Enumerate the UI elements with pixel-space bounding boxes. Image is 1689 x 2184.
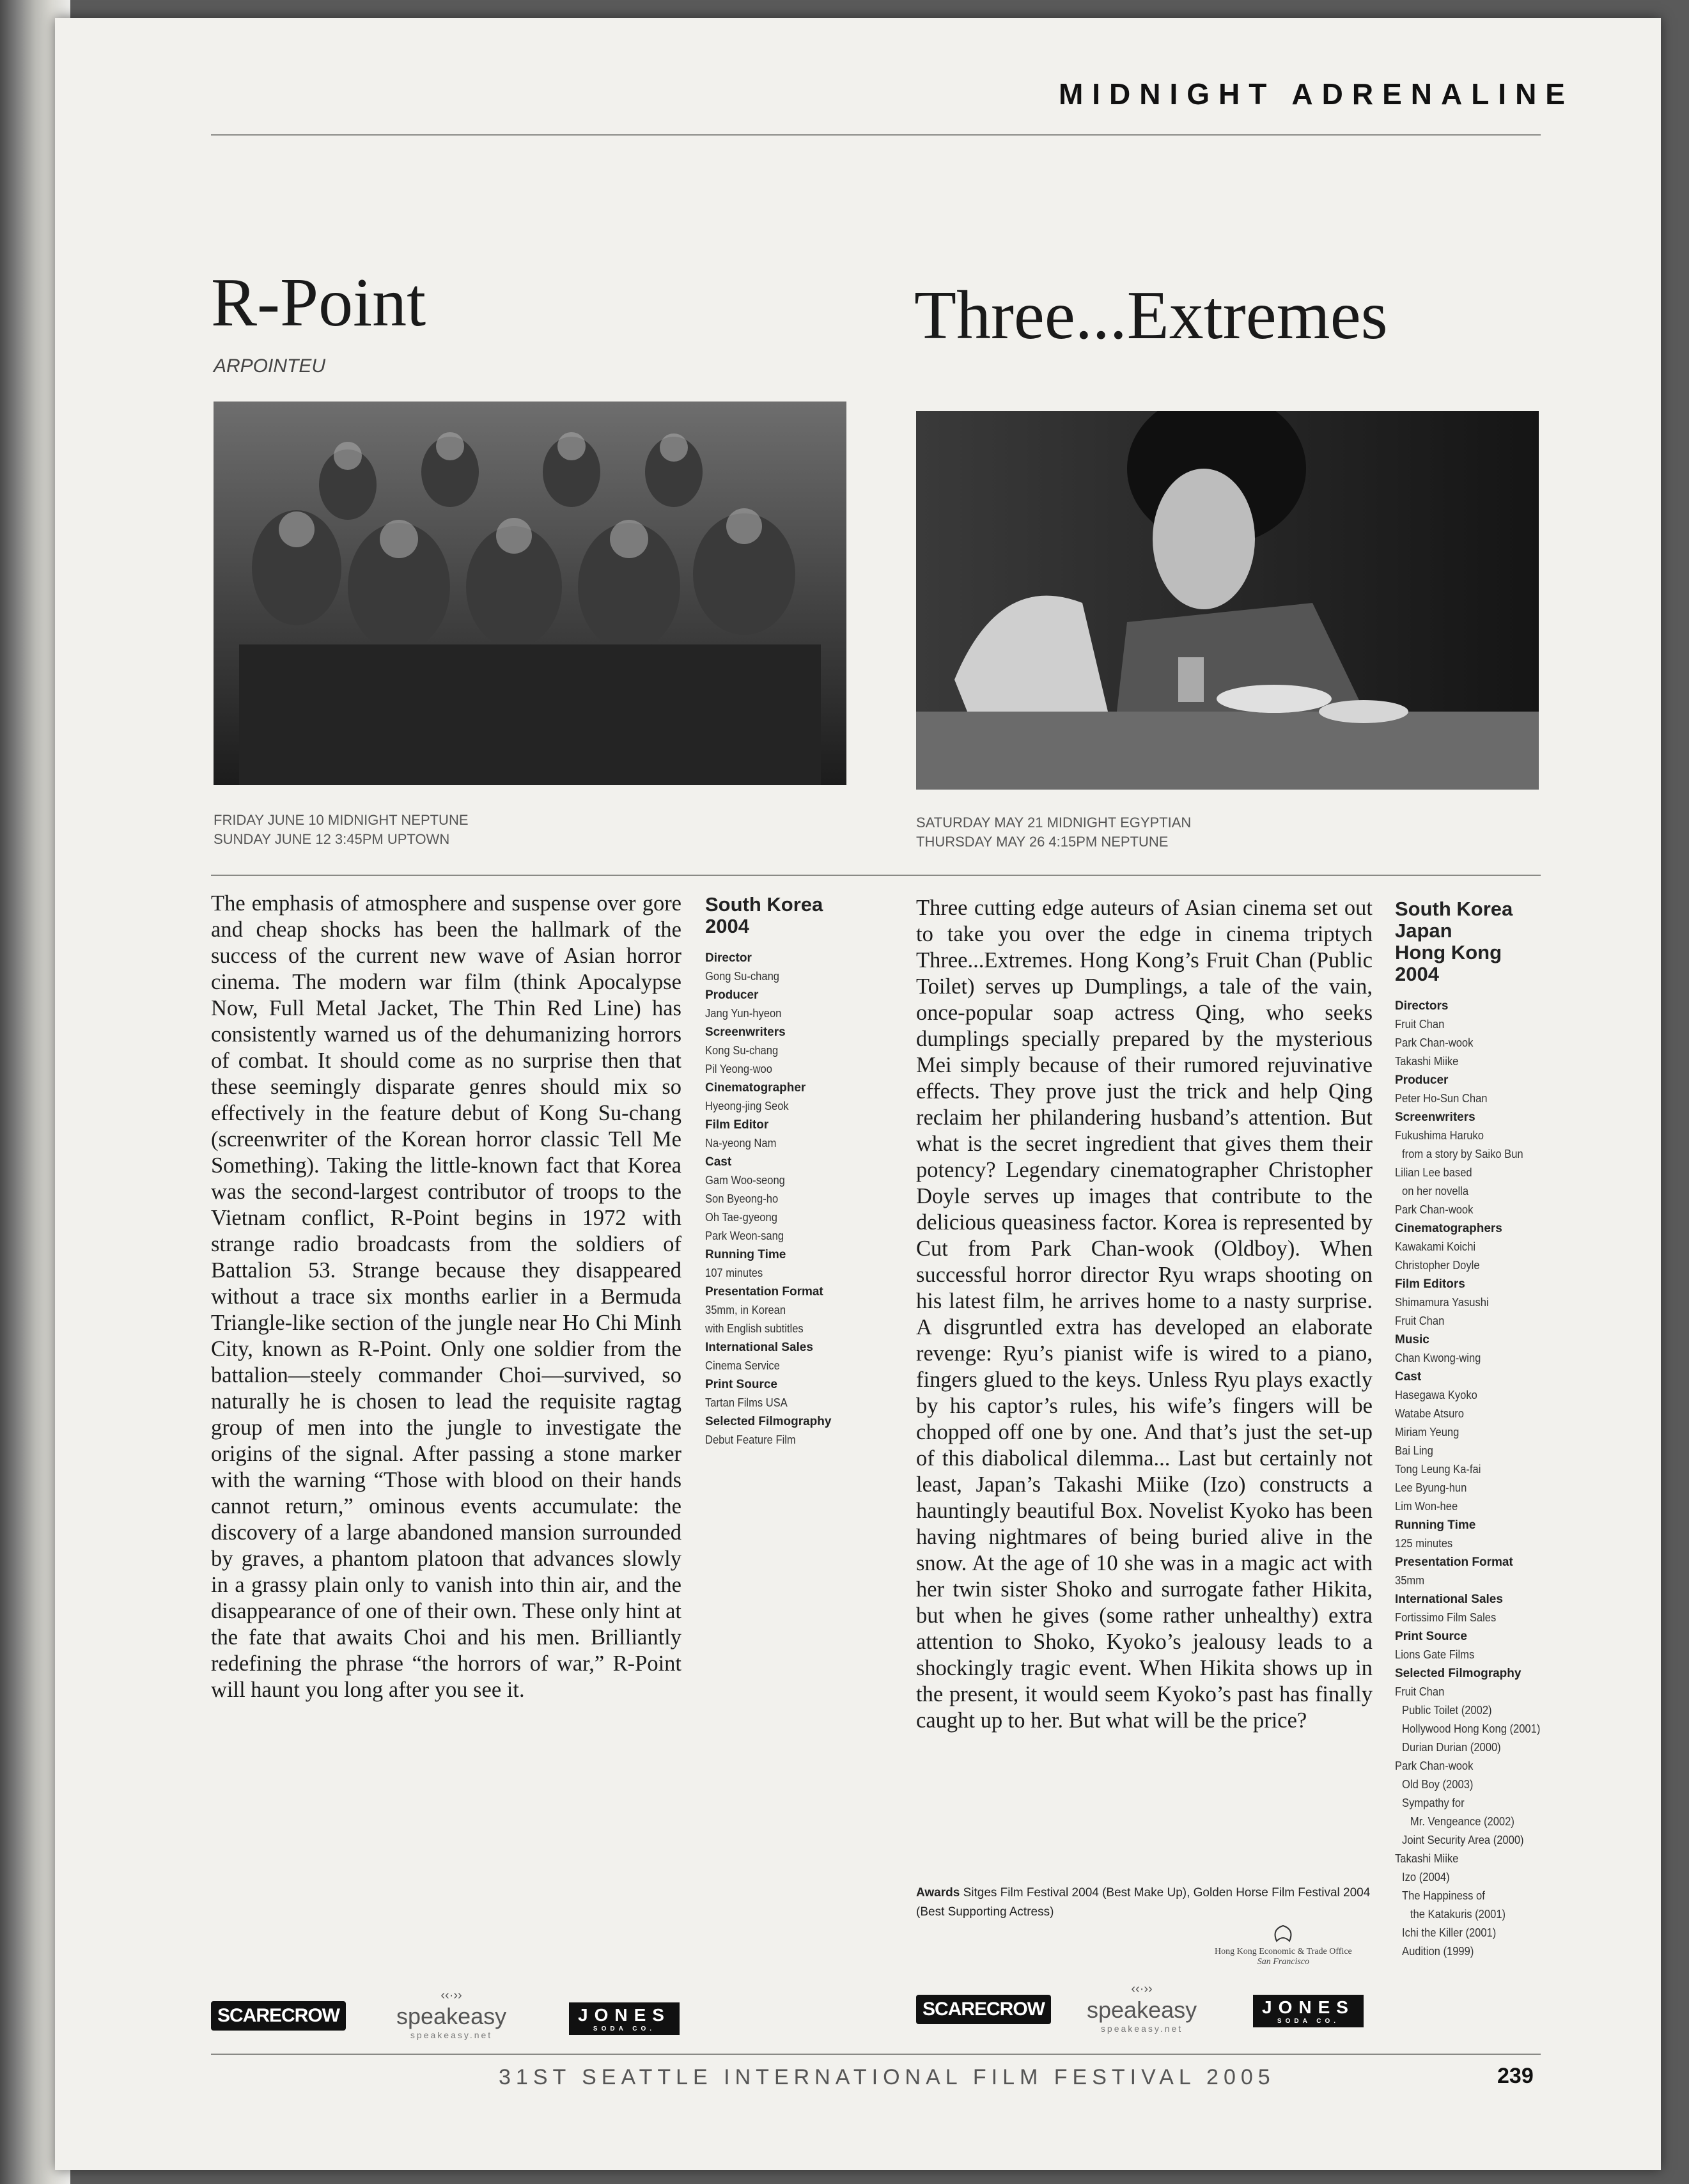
credit-label: Directors: [1395, 999, 1449, 1013]
film-title-r-point: R-Point: [211, 265, 426, 341]
credit-value: Chan Kwong-wing: [1395, 1352, 1481, 1364]
credit-value: Hyeong-jing Seok: [705, 1100, 789, 1112]
wave-icon: ‹‹·››: [1131, 1982, 1153, 1996]
credit-value: Lim Won-hee: [1395, 1500, 1458, 1513]
credit-value: Christopher Doyle: [1395, 1259, 1480, 1272]
speakeasy-wordmark: speakeasy: [396, 2003, 507, 2029]
credit-value: Sympathy for: [1402, 1797, 1465, 1809]
country-year: [705, 894, 839, 937]
credit-value: Lee Byung-hun: [1395, 1481, 1467, 1494]
jones-wordmark: JONES: [578, 2005, 671, 2025]
awards-label: Awards: [916, 1886, 960, 1899]
credit-value: Watabe Atsuro: [1395, 1407, 1465, 1420]
credit-value: Na-yeong Nam: [705, 1137, 777, 1150]
credit-label: Producer: [705, 988, 759, 1002]
film-still-three-extremes: [916, 411, 1539, 790]
film-title-three-extremes: Three...Extremes: [914, 277, 1388, 354]
section-header: MIDNIGHT ADRENALINE: [1058, 77, 1574, 111]
credit-value: Joint Security Area (2000): [1402, 1834, 1524, 1846]
festival-footer: 31ST SEATTLE INTERNATIONAL FILM FESTIVAL 2005: [499, 2065, 1275, 2089]
credit-label: Cast: [705, 1155, 732, 1169]
credit-value: Fruit Chan: [1395, 1314, 1445, 1327]
screening-schedule-left: [214, 811, 469, 849]
credit-value: 125 minutes: [1395, 1537, 1453, 1550]
screening-2: SUNDAY JUNE 12 3:45PM UPTOWN: [214, 831, 450, 847]
credit-value: Fukushima Haruko: [1395, 1129, 1484, 1142]
country-line: 2004: [1395, 963, 1439, 985]
screening-1: SATURDAY MAY 21 MIDNIGHT EGYPTIAN: [916, 815, 1192, 831]
credit-list: [705, 949, 839, 1449]
credit-value: Tartan Films USA: [705, 1396, 788, 1409]
credit-value: from a story by Saiko Bun: [1402, 1148, 1523, 1160]
credit-value: Durian Durian (2000): [1402, 1741, 1501, 1754]
speakeasy-logo: [396, 1988, 506, 2040]
credit-value: Park Weon-sang: [705, 1229, 784, 1242]
synopsis-r-point: [211, 891, 681, 1703]
credit-label: Print Source: [705, 1378, 777, 1391]
credit-label: Print Source: [1395, 1630, 1467, 1643]
country-year: [1395, 898, 1542, 985]
footer-rule: [211, 2054, 1541, 2055]
synopsis-three-extremes: [916, 895, 1373, 1734]
credit-label: Presentation Format: [705, 1285, 823, 1299]
credit-value: Park Chan-wook: [1395, 1036, 1474, 1049]
screening-1: FRIDAY JUNE 10 MIDNIGHT NEPTUNE: [214, 812, 469, 828]
credit-value: on her novella: [1402, 1185, 1469, 1197]
credit-value: Hollywood Hong Kong (2001): [1402, 1722, 1541, 1735]
screening-2: THURSDAY MAY 26 4:15PM NEPTUNE: [916, 834, 1169, 850]
credit-value: Audition (1999): [1402, 1945, 1474, 1958]
credit-value: Old Boy (2003): [1402, 1778, 1474, 1791]
credit-value: Lions Gate Films: [1395, 1648, 1475, 1661]
credit-value: Shimamura Yasushi: [1395, 1296, 1489, 1309]
credit-value: Izo (2004): [1402, 1871, 1450, 1884]
credit-value: Fruit Chan: [1395, 1685, 1445, 1698]
credit-label: Cast: [1395, 1370, 1422, 1384]
speakeasy-logo: [1087, 1982, 1197, 2034]
credit-value: Mr. Vengeance (2002): [1410, 1815, 1514, 1828]
credit-value: Bai Ling: [1395, 1444, 1433, 1457]
credit-value: with English subtitles: [705, 1322, 804, 1335]
credit-label: Presentation Format: [1395, 1556, 1513, 1569]
awards-text: Sitges Film Festival 2004 (Best Make Up), Golden Horse Film Festival 2004 (Best Supporting Actress): [916, 1886, 1371, 1919]
credit-value: Tong Leung Ka-fai: [1395, 1463, 1481, 1476]
scarecrow-video-logo: SCARECROW: [211, 2001, 346, 2031]
credit-label: International Sales: [1395, 1593, 1503, 1606]
credits-three-extremes: [1395, 898, 1542, 1961]
credit-value: Takashi Miike: [1395, 1852, 1459, 1865]
speakeasy-url: speakeasy.net: [1100, 2024, 1183, 2034]
film-original-title: ARPOINTEU: [214, 355, 326, 377]
credit-label: Screenwriters: [705, 1026, 786, 1039]
credit-label: Running Time: [705, 1248, 786, 1261]
country-line: South Korea: [1395, 898, 1513, 920]
credit-label: Cinematographer: [705, 1081, 806, 1095]
credit-value: Kawakami Koichi: [1395, 1240, 1476, 1253]
jones-sub: SODA CO.: [1277, 2018, 1339, 2025]
country-line: Hong Kong: [1395, 941, 1502, 963]
sponsor-hketo: [1215, 1924, 1352, 1967]
credit-label: Running Time: [1395, 1518, 1476, 1532]
credit-value: The Happiness of: [1402, 1889, 1485, 1902]
credit-value: Park Chan-wook: [1395, 1759, 1474, 1772]
credit-value: Peter Ho-Sun Chan: [1395, 1092, 1488, 1105]
country-line: Japan: [1395, 919, 1452, 942]
credit-label: Film Editors: [1395, 1277, 1465, 1291]
screening-schedule-right: [916, 813, 1191, 852]
film-still-r-point: [214, 402, 846, 785]
speakeasy-wordmark: speakeasy: [1087, 1997, 1197, 2023]
credit-value: Pil Yeong-woo: [705, 1063, 772, 1075]
jones-soda-logo: [569, 2002, 680, 2035]
credit-value: Cinema Service: [705, 1359, 780, 1372]
credit-value: Ichi the Killer (2001): [1402, 1926, 1497, 1939]
credit-label: Music: [1395, 1333, 1429, 1346]
credit-value: Public Toilet (2002): [1402, 1704, 1492, 1717]
header-rule: [211, 134, 1541, 136]
page-number: 239: [1497, 2064, 1534, 2088]
credit-value: 35mm: [1395, 1574, 1425, 1587]
credit-value: Fruit Chan: [1395, 1018, 1445, 1031]
scarecrow-video-logo: SCARECROW: [916, 1995, 1051, 2024]
credit-value: Jang Yun-hyeon: [705, 1007, 782, 1020]
sponsor-name: Hong Kong Economic & Trade Office: [1215, 1947, 1352, 1956]
credit-value: Takashi Miike: [1395, 1055, 1459, 1068]
synopsis-text: The emphasis of atmosphere and suspense over gore and cheap shocks has been the hallmark of the success of the current new wave of Asian horror cinema. The modern war film (think Apocalypse Now, Full Metal Jacket, The Thin Red Line) has consistently warned us of the dehumanizing horrors of combat. It should come as no surprise then that these seemingly disparate genres should mix so effectively in the feature debut of Kong Su-chang (screenwriter of the Korean horror classic Tell Me Something). Taking the little-known fact that Korea was the second-largest contributor of troops to the Vietnam conflict, R-Point begins in 1972 with strange radio broadcasts from the soldiers of Battalion 53. Strange because they disappeared without a trace six months earlier in a Bermuda Triangle-like section of the jungle near Ho Chi Minh City, known as R-Point. Only one soldier from the battalion—steely commander Choi—survived, so naturally he is chosen to lead the requisite ragtag group of men into the jungle to investigate the origins of the signal. After passing a stone marker with the warning “Those with blood on their hands cannot return,” ominous events accumulate: the discovery of a large abandoned mansion surrounded by graves, a phantom platoon that advances slowly in a grassy plain only to vanish into thin air, and the disappearance of one of their own. These only hint at the fate that awaits Choi and his men. Brilliantly redefining the phrase “the horrors of war,” R-Point will haunt you long after you see it.: [211, 891, 681, 1702]
credit-list: [1395, 997, 1542, 1961]
credit-value: Oh Tae-gyeong: [705, 1211, 777, 1224]
credit-value: Gam Woo-seong: [705, 1174, 785, 1187]
credit-value: Miriam Yeung: [1395, 1426, 1459, 1439]
synopsis-text: Three cutting edge auteurs of Asian cinema set out to take you over the edge in cinema triptych Three...Extremes. Hong Kong’s Fruit Chan (Public Toilet) serves up Dumplings, a tale of the vain, once-popular soap actress Qing, who seeks dumplings specially prepared by the mysterious Mei simply because of their rumored rejuvinative effects. They prove just the trick and help Qing reclaim her philandering husband’s attention. But what is the secret ingredient that gives them their potency? Legendary cinematographer Christopher Doyle serves up images that contribute to the delicious queasiness factor. Korea is represented by Cut from Park Chan-wook (Oldboy). When successful horror director Ryu wraps shooting on his latest film, he arrives home to a nasty surprise. A disgruntled extra has developed an elaborate revenge: Ryu’s pianist wife is wired to a piano, fingers glued to the keys. Unless Ryu plays exactly by his captor’s rules, his wife’s fingers will be chopped off one by one. And that’s just the set-up of this diabolical dilemma... Last but certainly not least, Japan’s Takashi Miike (Izo) constructs a hauntingly beautiful Box. Novelist Kyoko has been having nightmares of being buried alive in the snow. At the age of 10 she was in a magic act with her twin sister Shoko and surrogate father Hikita, but when he gives (some rather unhealthy) extra attention to Shoko, Kyoko’s jealousy leads to a shockingly tragic event. When Hikita shows up in the present, it would seem Kyoko’s past has finally caught up to her. But what will be the price?: [916, 896, 1373, 1733]
jones-sub: SODA CO.: [593, 2025, 655, 2032]
credit-value: Lilian Lee based: [1395, 1166, 1472, 1179]
credit-label: Film Editor: [705, 1118, 769, 1132]
credit-value: 35mm, in Korean: [705, 1304, 786, 1316]
speakeasy-url: speakeasy.net: [410, 2030, 493, 2040]
sponsor-city: San Francisco: [1257, 1957, 1310, 1967]
jones-soda-logo: [1253, 1995, 1364, 2027]
jones-wordmark: JONES: [1262, 1997, 1355, 2017]
credit-label: Screenwriters: [1395, 1111, 1475, 1124]
credit-value: Fortissimo Film Sales: [1395, 1611, 1497, 1624]
credit-value: Debut Feature Film: [705, 1433, 796, 1446]
country-line: South Korea: [705, 893, 823, 916]
credit-label: Selected Filmography: [705, 1415, 832, 1428]
credit-value: Park Chan-wook: [1395, 1203, 1474, 1216]
credit-label: Selected Filmography: [1395, 1667, 1522, 1680]
credit-label: Cinematographers: [1395, 1222, 1502, 1235]
credit-label: Producer: [1395, 1073, 1449, 1087]
credit-label: International Sales: [705, 1341, 813, 1354]
credits-r-point: [705, 894, 839, 1449]
section-rule: [211, 875, 1541, 876]
bauhinia-logo-icon: [1264, 1924, 1302, 1944]
awards: [916, 1884, 1373, 1922]
credit-label: Director: [705, 951, 752, 965]
credit-value: the Katakuris (2001): [1410, 1908, 1506, 1921]
credit-value: Kong Su-chang: [705, 1044, 779, 1057]
wave-icon: ‹‹·››: [440, 1988, 462, 2002]
credit-value: Son Byeong-ho: [705, 1192, 779, 1205]
credit-value: Hasegawa Kyoko: [1395, 1389, 1477, 1401]
credit-value: Gong Su-chang: [705, 970, 780, 983]
credit-value: 107 minutes: [705, 1267, 763, 1279]
country-line: 2004: [705, 915, 749, 937]
